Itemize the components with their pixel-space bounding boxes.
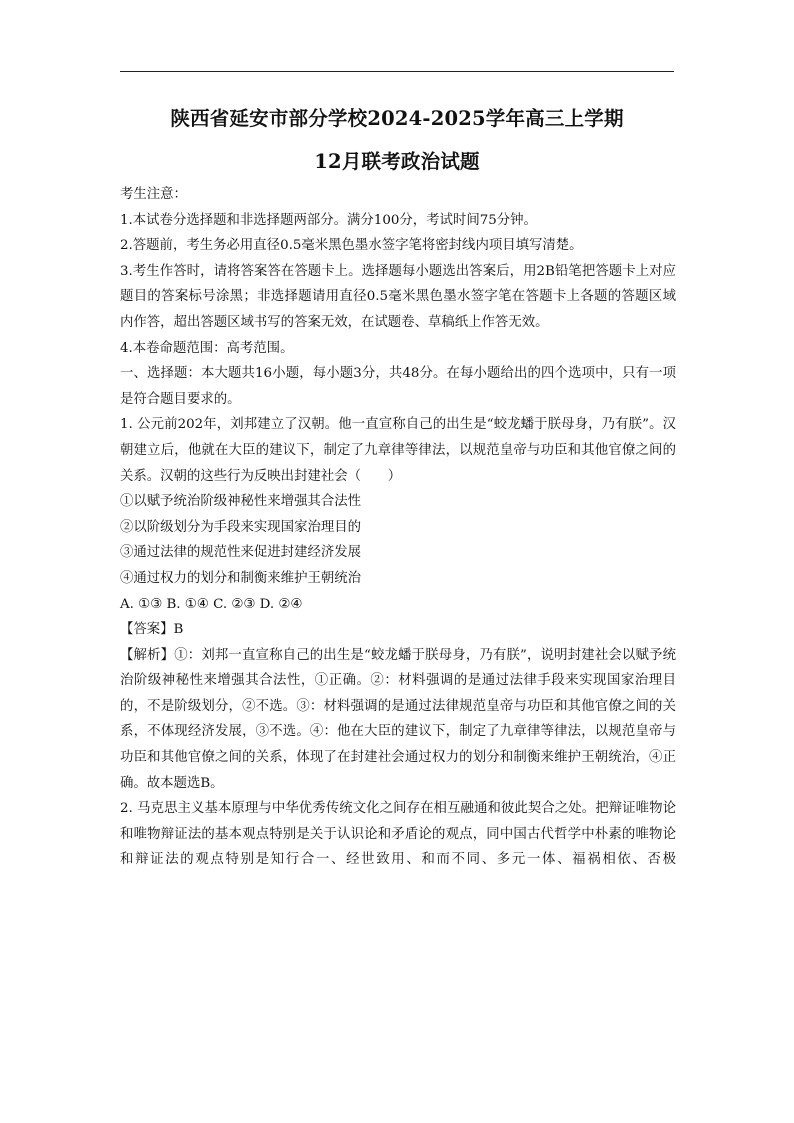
section-heading: 一、选择题：本大题共16小题，每小题3分，共48分。在每小题给出的四个选项中，只有一项是符合题目要求的。 [120,366,676,407]
question-1-analysis: 【解析】①：刘邦一直宣称自己的出生是“蛟龙蟠于朕母身，乃有朕”，说明封建社会以赋予统治阶级神秘性来增强其合法性，①正确。②：材料强调的是通过法律手段来实现国家治理目的，不是阶级划分，②不选。③：材料强调的是通过法律规范皇帝与功臣和其他官僚之间的关系，不体现经济发展，③不选。④：他在大臣的建议下，制定了九章律等律法，以规范皇帝与功臣和其他官僚之间的关系，体现了在封建社会通过权力的划分和制衡来维护王朝统治，④正确。故本题选B。 [120,647,676,791]
page-title: 陕西省延安市部分学校2024-2025学年高三上学期 [170,107,624,130]
document-body [120,182,676,873]
notice-3: 3.考生作答时，请将答案答在答题卡上。选择题每小题选出答案后，用2B铅笔把答题卡上对应题目的答案标号涂黑；非选择题请用直径0.5毫米黑色墨水签字笔在答题卡上各题的答题区域内作答，超出答题区域书写的答案无效，在试题卷、草稿纸上作答无效。 [120,263,676,330]
notice-2: 2.答题前，考生务必用直径0.5毫米黑色墨水签字笔将密封线内项目填写清楚。 [120,238,583,254]
question-1-item-4: ④通过权力的划分和制衡来维护王朝统治 [120,570,362,586]
question-1-options: A. ①③ B. ①④ C. ②③ D. ②④ [120,596,303,612]
notice-heading: 考生注意： [120,187,187,202]
page-subtitle: 12月联考政治试题 [314,150,480,173]
notice-1: 1.本试卷分选择题和非选择题两部分。满分100分，考试时间75分钟。 [120,212,537,228]
question-2-stem: 2. 马克思主义基本原理与中华优秀传统文化之间存在相互融通和彼此契合之处。把辩证唯物论和唯物辩证法的基本观点特别是关于认识论和矛盾论的观点，同中国古代哲学中朴素的唯物论和辩证法的观点特别是知行合一、经世致用、和而不同、多元一体、福祸相依、否极 [120,801,676,868]
question-1-item-1: ①以赋予统治阶级神秘性来增强其合法性 [120,494,362,510]
question-1-answer: 【答案】B [120,622,184,638]
question-1-stem: 1. 公元前202年，刘邦建立了汉朝。他一直宣称自己的出生是“蛟龙蟠于朕母身，乃有朕”。汉朝建立后，他就在大臣的建议下，制定了九章律等律法，以规范皇帝与功臣和其他官僚之间的关系。汉朝的这些行为反映出封建社会（ ） [120,417,676,484]
question-1-item-3: ③通过法律的规范性来促进封建经济发展 [120,545,362,561]
question-1-item-2: ②以阶级划分为手段来实现国家治理目的 [120,519,362,535]
notice-4: 4.本卷命题范围：高考范围。 [120,340,294,356]
header-rule [120,71,674,72]
